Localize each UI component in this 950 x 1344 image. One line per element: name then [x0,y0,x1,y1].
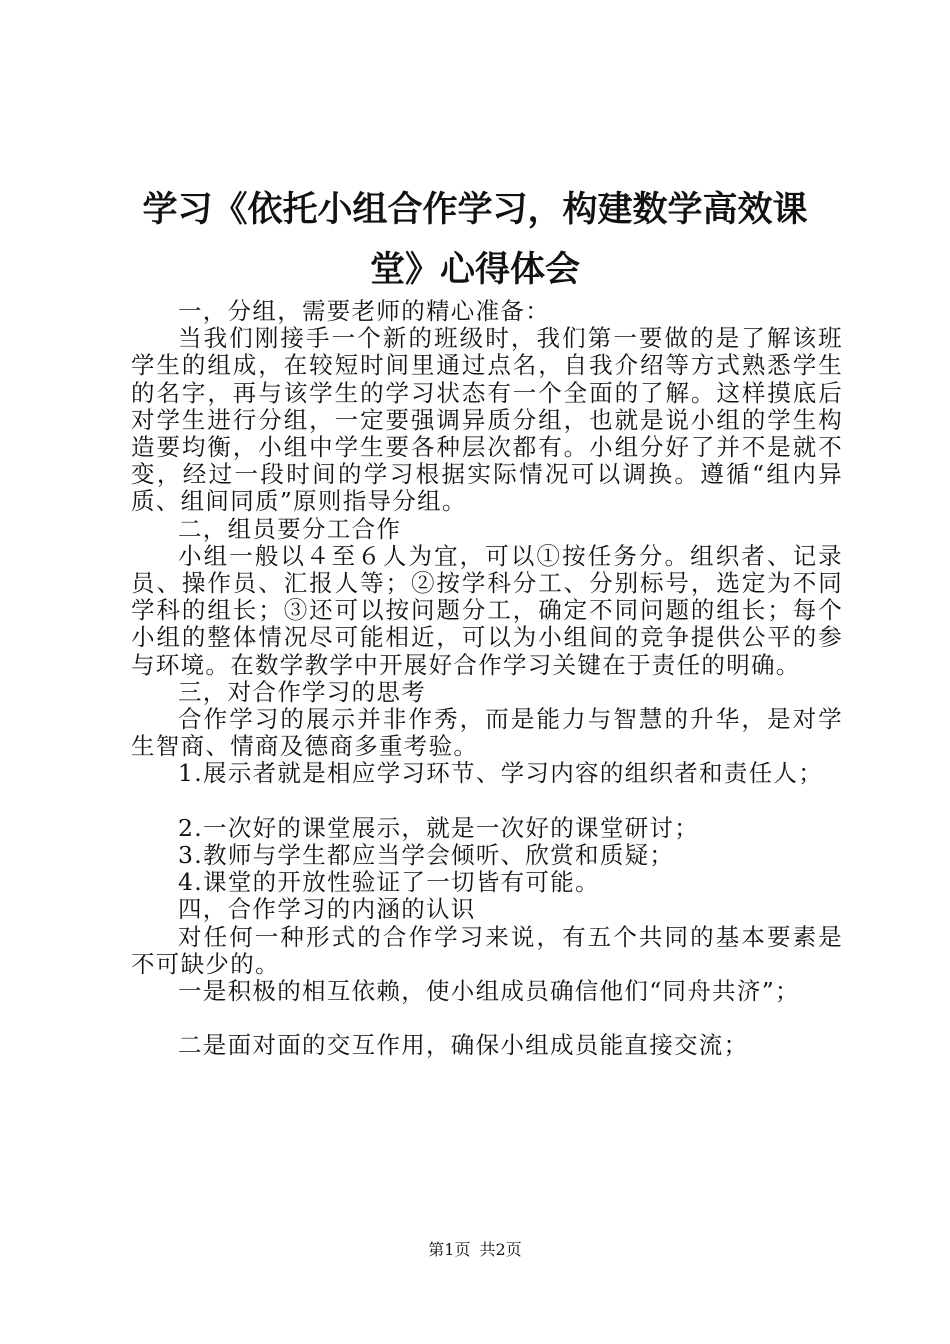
list-item-4: 4.课堂的开放性验证了一切皆有可能。 [178,868,600,897]
element-1: 一是积极的相互依赖，使小组成员确信他们“同舟共济”； [178,977,800,1006]
page-number: 第1页 [428,1240,471,1259]
document-title [100,180,850,300]
document-body [131,298,843,1060]
heading-reflection: 三，对合作学习的思考 [178,677,426,706]
list-item-2: 2.一次好的课堂展示，就是一次好的课堂研讨； [178,813,700,842]
paragraph-reflection: 合作学习的展示并非作秀，而是能力与智慧的升华，是对学生智商、情商及德商多重考验。 [131,705,843,761]
element-2: 二是面对面的交互作用，确保小组成员能直接交流； [178,1031,749,1060]
heading-division-of-labor: 二，组员要分工合作 [178,514,402,543]
heading-connotation: 四，合作学习的内涵的认识 [178,895,476,924]
heading-grouping: 一，分组，需要老师的精心准备： [178,297,550,325]
list-item-1: 1.展示者就是相应学习环节、学习内容的组织者和责任人； [178,759,824,788]
paragraph-division-of-labor: 小组一般以４至６人为宜，可以①按任务分。组织者、记录员、操作员、汇报人等；②按学科分工、分别标号，选定为不同学科的组长；③还可以按问题分工，确定不同问题的组长；每个小组的整体情况尽可能相近，可以为小组间的竞争提供公平的参与环境。在数学教学中开展好合作学习关键在于责任的明确。 [131,541,843,679]
paragraph-connotation: 对任何一种形式的合作学习来说，有五个共同的基本要素是不可缺少的。 [131,922,843,978]
title-line-2: 堂》心得体会 [369,250,580,290]
paragraph-grouping: 当我们刚接手一个新的班级时，我们第一要做的是了解该班学生的组成，在较短时间里通过点名，自我介绍等方式熟悉学生的名字，再与该学生的学习状态有一个全面的了解。这样摸底后对学生进行分组，一定要强调异质分组，也就是说小组的学生构造要均衡，小组中学生要各种层次都有。小组分好了并不是就不变，经过一段时间的学习根据实际情况可以调换。遵循“组内异质、组间同质”原则指导分组。 [131,324,843,516]
page-total: 共2页 [479,1240,522,1259]
list-item-3: 3.教师与学生都应当学会倾听、欣赏和质疑； [178,841,675,870]
page-footer [0,1240,950,1260]
title-line-1: 学习《依托小组合作学习，构建数学高效课 [142,190,808,230]
